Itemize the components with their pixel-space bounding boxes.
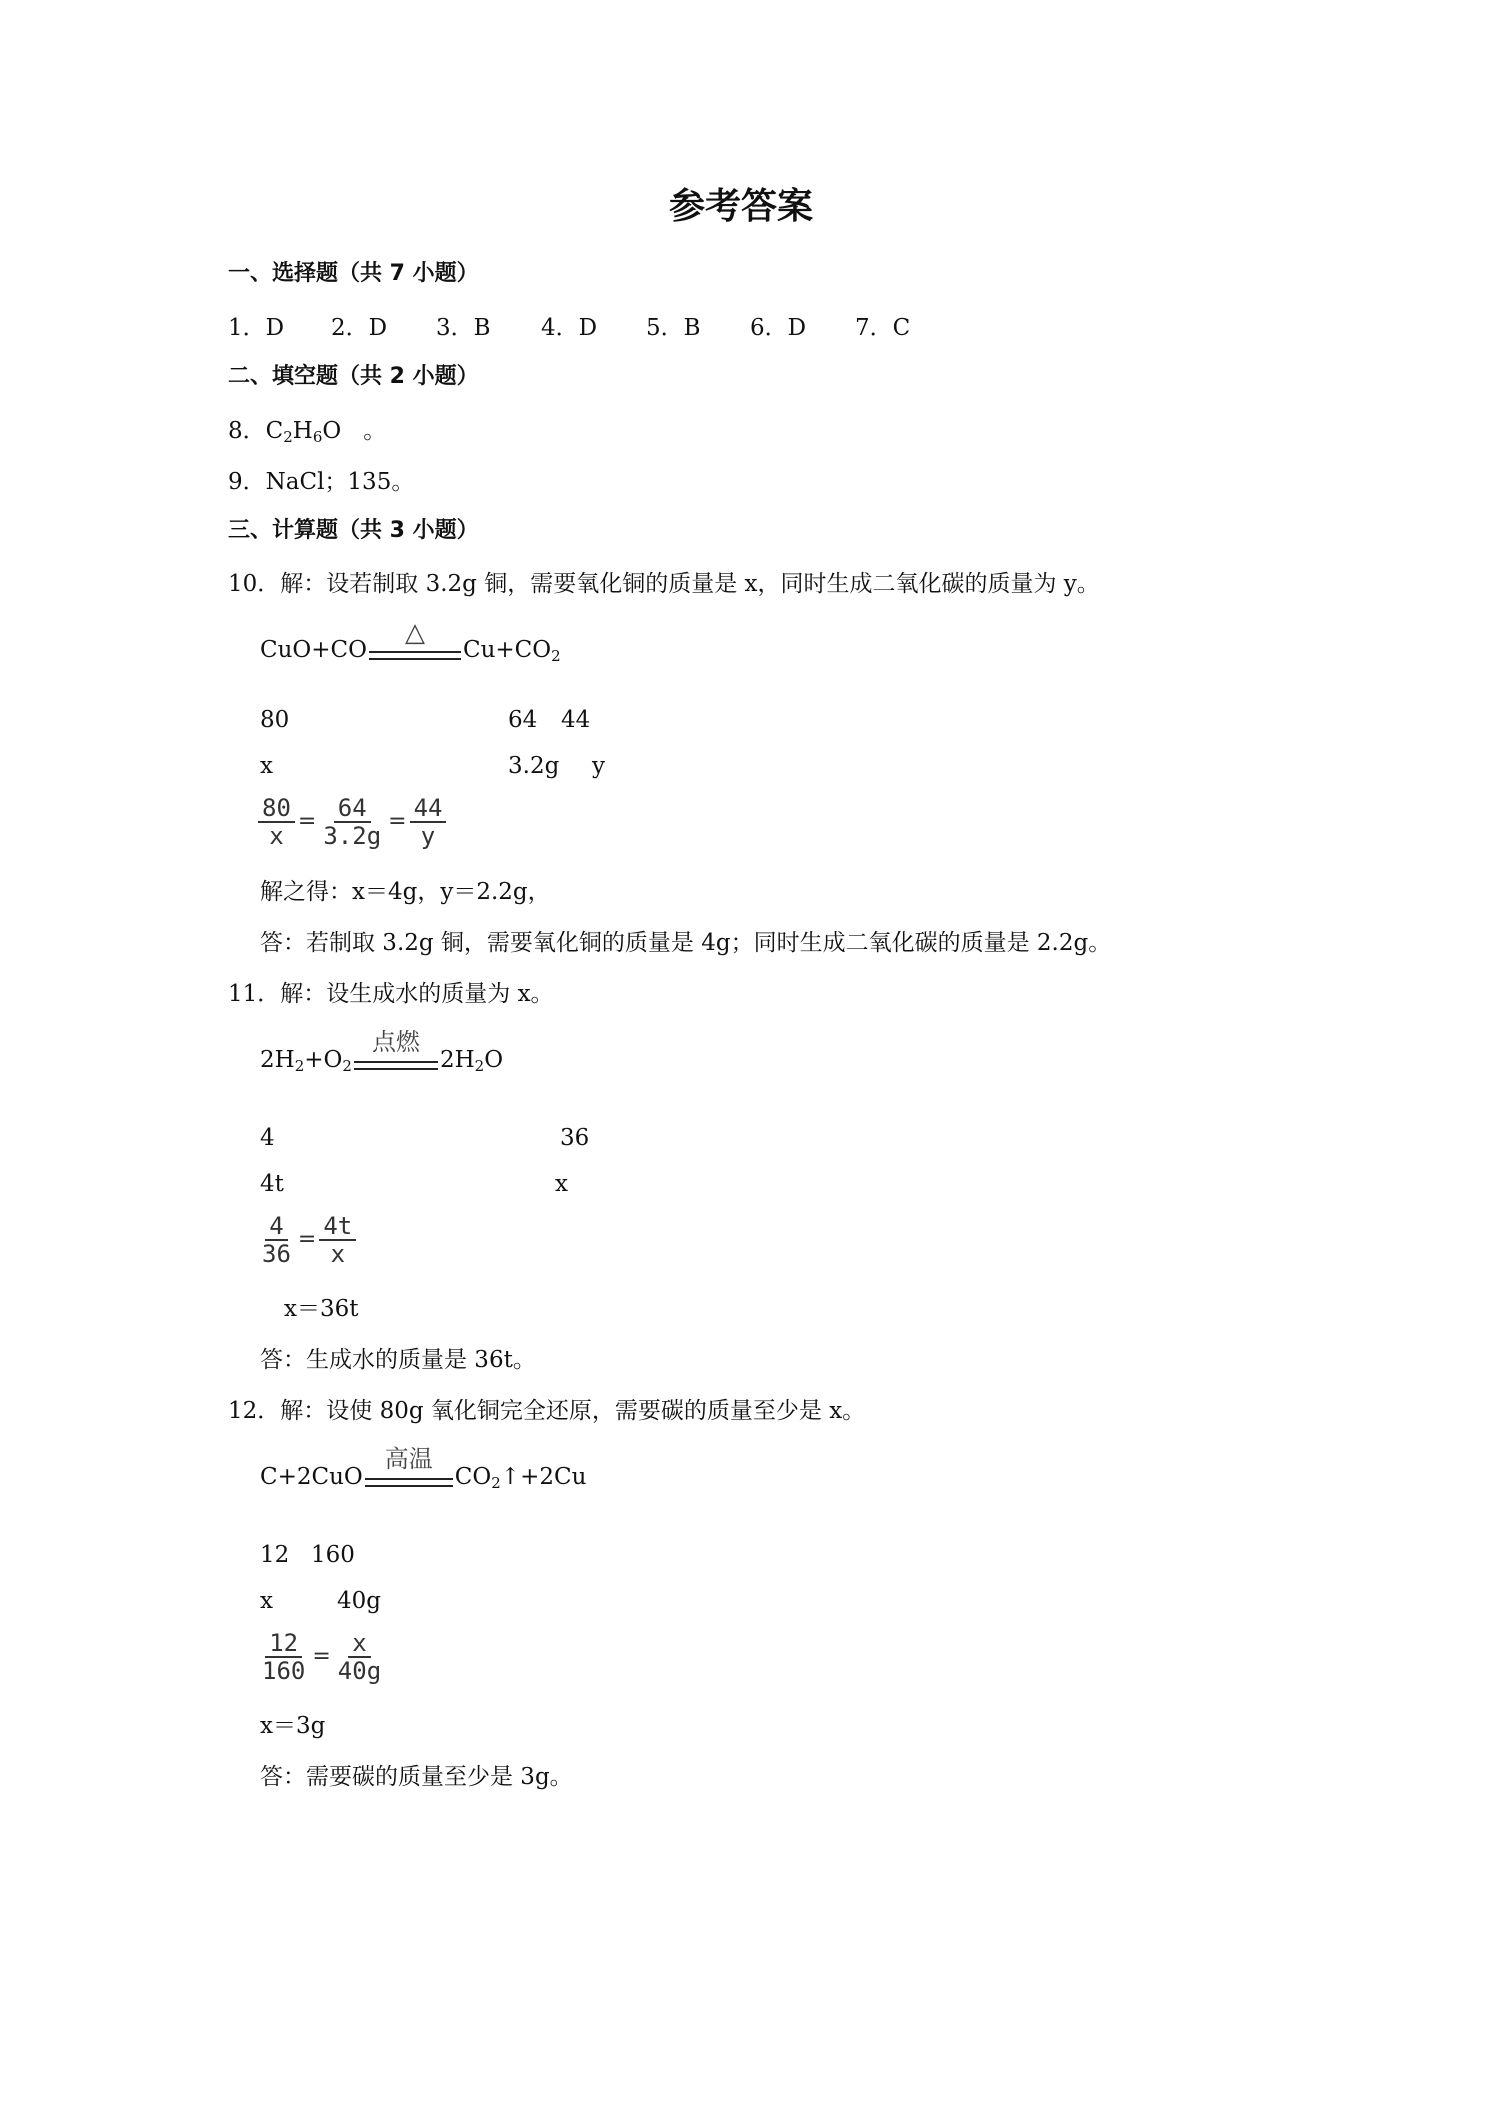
q10-condition (369, 620, 461, 666)
section-heading-calc: 三、计算题（共 3 小题） (228, 518, 479, 543)
q12-answer: 答：需要碳的质量至少是 3g。 (260, 1764, 573, 1790)
q11-r2c1: 4t (260, 1171, 284, 1197)
equals-sign: = (297, 1227, 317, 1253)
q10-r1c1: 80 (260, 707, 290, 733)
q8-formula: $C_2H_6O$ (265, 418, 342, 446)
q11-answer: 答：生成水的质量是 36t。 (260, 1347, 536, 1373)
q10-r2c2: 3.2g (508, 753, 560, 779)
section-heading-choice: 一、选择题（共 7 小题） (228, 261, 479, 286)
q12-eq-right-tail: ↑+2Cu (500, 1464, 587, 1490)
q12-equation (260, 1447, 586, 1493)
q11-eq-left: $2H_2+O_2$ (260, 1047, 352, 1075)
ignite-condition-label: 点燃 (371, 1028, 420, 1056)
q10-eq-left: CuO+CO (260, 637, 367, 663)
equal-sign-double-line (365, 1478, 453, 1487)
q11-equation (260, 1030, 503, 1076)
section-heading-fill: 二、填空题（共 2 小题） (228, 364, 479, 389)
q11-r2c2: x (555, 1171, 568, 1197)
q10-answer: 答：若制取 3.2g 铜，需要氧化铜的质量是 4g；同时生成二氧化碳的质量是 2.2g。 (260, 930, 1112, 956)
equal-sign-double-line (369, 651, 461, 660)
q10-fraction-equation (258, 795, 446, 850)
choice-answer-4: 4．D (541, 315, 598, 341)
equal-sign-double-line (354, 1061, 438, 1070)
q11-fraction-2: $\frac{4t}{x}$ (319, 1213, 356, 1268)
fill-answer-9: 9．NaCl；135。 (228, 469, 415, 495)
heat-condition-icon: △ (405, 618, 425, 648)
q12-fraction-2: $\frac{x}{40g}$ (337, 1629, 382, 1686)
choice-answer-7: 7．C (855, 315, 911, 341)
q12-solve: x＝3g (260, 1713, 326, 1739)
choice-answer-5: 5．B (646, 315, 701, 341)
q11-fraction-equation (258, 1213, 356, 1268)
q12-fraction-equation (258, 1630, 385, 1685)
q11-r1c2: 36 (560, 1125, 590, 1151)
q11-r1c1: 4 (260, 1125, 275, 1151)
q10-fraction-1: $\frac{80}{x}$ (258, 795, 295, 850)
q12-eq-left: C+2CuO (260, 1464, 363, 1490)
q11-solve: x＝36t (284, 1296, 359, 1322)
q10-r1c3: 44 (561, 707, 591, 733)
q10-fraction-2: $\frac{64}{3.2g}$ (323, 794, 382, 851)
q11-eq-right: $2H_2O$ (439, 1047, 504, 1075)
choice-answer-6: 6．D (750, 315, 807, 341)
q10-equation (260, 620, 561, 666)
q10-eq-right: $Cu+CO_2$ (463, 637, 561, 665)
choice-answer-2: 2．D (331, 315, 388, 341)
q12-eq-right: $CO_2↑+2Cu$ (454, 1464, 587, 1492)
q8-number: 8． (228, 418, 266, 444)
equals-sign: = (297, 809, 317, 835)
equals-sign: = (388, 809, 407, 835)
q11-condition (354, 1030, 438, 1076)
q11-intro: 11．解：设生成水的质量为 x。 (228, 981, 554, 1007)
q10-r2c3: y (592, 753, 605, 779)
q12-r1c2: 160 (311, 1542, 355, 1568)
choice-answer-3: 3．B (436, 315, 491, 341)
q12-fraction-1: $\frac{12}{160}$ (262, 1629, 306, 1686)
q12-r2c2: 40g (337, 1588, 381, 1614)
q12-intro: 12．解：设使 80g 氧化铜完全还原，需要碳的质量至少是 x。 (228, 1398, 866, 1424)
q10-r1c2: 64 (508, 707, 538, 733)
q12-r2c1: x (260, 1588, 273, 1614)
equals-sign: = (312, 1644, 331, 1670)
q12-condition (365, 1447, 453, 1493)
q10-r2c1: x (260, 753, 273, 779)
q10-solve: 解之得：x＝4g，y＝2.2g， (260, 879, 551, 905)
fill-answer-8 (228, 418, 387, 446)
page-title: 参考答案 (669, 186, 814, 227)
choice-answer-1: 1．D (228, 315, 285, 341)
q11-fraction-1: $\frac{4}{36}$ (262, 1212, 291, 1269)
high-temperature-condition-label: 高温 (384, 1445, 433, 1473)
q12-r1c1: 12 (260, 1542, 290, 1568)
q10-fraction-3: $\frac{44}{y}$ (410, 795, 447, 850)
q10-intro: 10．解：设若制取 3.2g 铜，需要氧化铜的质量是 x，同时生成二氧化碳的质量为 y。 (228, 571, 1100, 597)
q8-end: 。 (363, 418, 387, 444)
